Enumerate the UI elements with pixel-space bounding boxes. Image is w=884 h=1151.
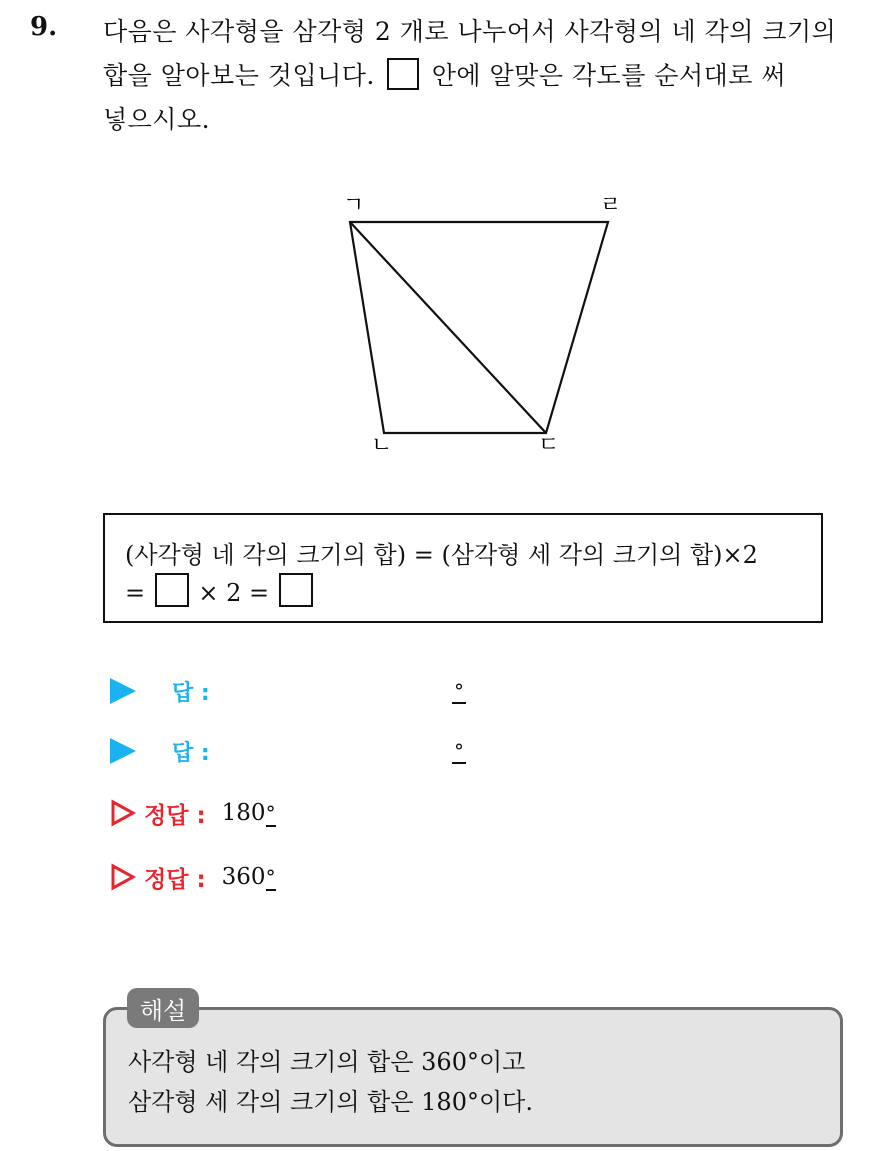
formula-blank-1[interactable] xyxy=(155,573,189,607)
correct-unit: ° xyxy=(265,865,276,889)
formula-box xyxy=(103,513,823,623)
vertex-label-c: ㄷ xyxy=(538,433,560,458)
play-arrow-icon xyxy=(110,738,136,764)
question-line-3: 넣으시오. xyxy=(103,105,211,134)
outline-arrow-icon xyxy=(110,799,136,827)
question-line-2-before: 합을 알아보는 것입니다. xyxy=(103,61,375,90)
solution-tag: 해설 xyxy=(127,988,199,1028)
solution-box xyxy=(103,1007,843,1147)
answer-unit-1[interactable]: ° xyxy=(454,679,464,703)
answer-row-1 xyxy=(110,671,210,711)
answer-row-2 xyxy=(110,731,210,771)
quadrilateral-shape xyxy=(350,222,608,433)
correct-label: 정답 : xyxy=(144,802,206,829)
correct-answer-row-1 xyxy=(110,793,276,833)
solution-line-2: 삼각형 세 각의 크기의 합은 180°이다. xyxy=(128,1088,533,1116)
answer-label: 답 : xyxy=(172,680,210,706)
correct-unit: ° xyxy=(265,801,276,825)
vertex-label-b: ㄴ xyxy=(371,433,393,458)
answer-unit-2[interactable]: ° xyxy=(454,739,464,763)
question-number: 9. xyxy=(30,12,58,42)
quadrilateral-figure xyxy=(0,0,884,500)
answer-label: 답 : xyxy=(172,740,210,766)
formula-line-1: (사각형 네 각의 크기의 합) = (삼각형 세 각의 크기의 합)×2 xyxy=(125,541,758,569)
correct-value xyxy=(222,800,276,826)
correct-answer-row-2 xyxy=(110,857,276,897)
question-line-1: 다음은 사각형을 삼각형 2 개로 나누어서 사각형의 네 각의 크기의 xyxy=(103,17,837,46)
correct-value xyxy=(222,864,276,890)
correct-label: 정답 : xyxy=(144,866,206,893)
question-line-2-after: 안에 알맞은 각도를 순서대로 써 xyxy=(431,61,786,90)
formula-times: × 2 = xyxy=(198,579,270,607)
play-arrow-icon xyxy=(110,678,136,704)
formula-equals: = xyxy=(125,579,146,607)
correct-number: 180 xyxy=(221,800,266,826)
solution-line-1: 사각형 네 각의 크기의 합은 360°이고 xyxy=(128,1048,526,1076)
vertex-label-d: ㄹ xyxy=(600,193,622,218)
vertex-label-a: ㄱ xyxy=(343,193,365,218)
correct-number: 360 xyxy=(221,864,266,890)
outline-arrow-icon xyxy=(110,863,136,891)
formula-blank-2[interactable] xyxy=(279,573,313,607)
formula-line-2 xyxy=(125,573,821,611)
